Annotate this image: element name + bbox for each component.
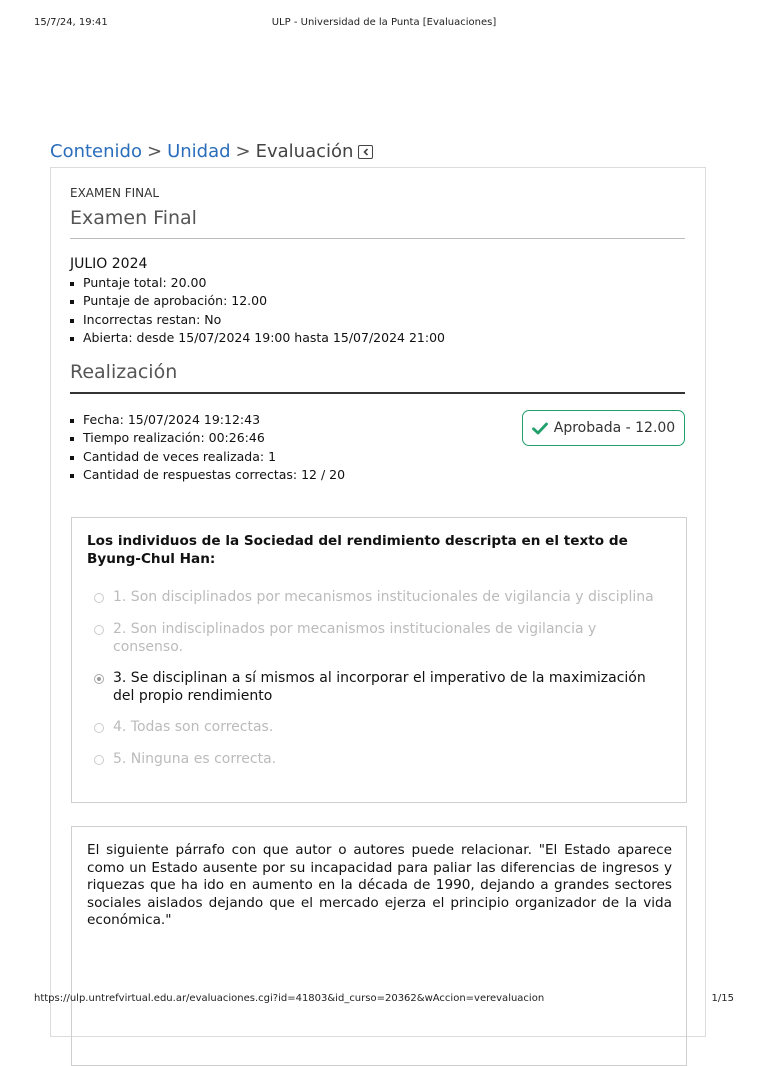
list-item — [70, 429, 345, 447]
list-item — [70, 274, 445, 292]
info-value: 20.00 — [170, 275, 207, 290]
list-item — [70, 448, 345, 466]
breadcrumb-separator: > — [146, 141, 163, 162]
exam-kicker: EXAMEN FINAL — [70, 186, 160, 200]
radio-button[interactable] — [94, 755, 104, 765]
list-item — [70, 311, 445, 329]
breadcrumb-contenido-link[interactable]: Contenido — [50, 141, 142, 162]
answer-option[interactable] — [94, 589, 664, 607]
breadcrumb-unidad-link[interactable]: Unidad — [167, 141, 231, 162]
status-label: Aprobada - 12.00 — [553, 420, 676, 436]
info-label: Puntaje total: — [83, 275, 167, 290]
print-header — [0, 17, 768, 31]
stat-value: 15/07/2024 19:12:43 — [127, 412, 261, 427]
stat-label: Cantidad de respuestas correctas: — [83, 466, 298, 482]
info-value: No — [204, 311, 222, 327]
breadcrumb-separator: > — [235, 141, 251, 162]
realizacion-stats-list — [70, 411, 345, 484]
info-value: 12.00 — [231, 293, 268, 309]
divider — [70, 238, 685, 239]
breadcrumb-current: Evaluación — [255, 141, 354, 162]
breadcrumb — [50, 141, 373, 162]
answer-option[interactable] — [94, 719, 664, 737]
check-icon — [532, 422, 548, 435]
stat-value: 00:26:46 — [208, 430, 265, 446]
print-footer — [0, 993, 768, 1007]
option-label: 2. Son indisciplinados por mecanismos institucionales de vigilancia y consenso. — [113, 621, 597, 655]
exam-title: Examen Final — [70, 207, 197, 229]
answer-option[interactable] — [94, 751, 664, 769]
divider — [70, 392, 685, 394]
back-arrow-icon[interactable] — [358, 145, 373, 159]
option-label: 3. Se disciplinan a sí mismos al incorporar el imperativo de la maximización del propio rendimiento — [113, 670, 646, 704]
answer-option-selected[interactable] — [94, 670, 664, 705]
exam-period: JULIO 2024 — [70, 256, 148, 272]
exam-info-list — [70, 274, 445, 347]
info-label: Abierta: — [83, 329, 133, 345]
option-label: 4. Todas son correctas. — [113, 719, 274, 735]
option-label: 1. Son disciplinados por mecanismos institucionales de vigilancia y disciplina — [113, 589, 654, 605]
list-item — [70, 292, 445, 310]
stat-value: 12 / 20 — [301, 466, 346, 482]
info-value: desde 15/07/2024 19:00 hasta 15/07/2024 21:00 — [136, 329, 445, 345]
evaluation-panel — [50, 167, 706, 1037]
question-card — [71, 517, 687, 803]
radio-button[interactable] — [94, 674, 104, 684]
question-card — [71, 826, 687, 1066]
question-text: Los individuos de la Sociedad del rendimiento descripta en el texto de Byung-Chul Han: — [87, 533, 628, 567]
list-item — [70, 329, 445, 347]
stat-label: Fecha: — [83, 412, 124, 427]
print-datetime: 15/7/24, 19:41 — [34, 17, 108, 28]
print-title: ULP - Universidad de la Punta [Evaluaciones] — [271, 17, 497, 28]
info-label: Puntaje de aprobación: — [83, 293, 228, 309]
question-text: El siguiente párrafo con que autor o autores puede relacionar. "El Estado aparece como un Estado ausente por su incapacidad para paliar las diferencias de ingresos y riquezas que ha ido en aumento en la década de 1990, dejando a grandes sectores sociales aislados dejando que el mercado ejerza el principio organizador de la vida económica." — [87, 842, 672, 928]
stat-value: 1 — [268, 448, 277, 464]
answer-option[interactable] — [94, 621, 664, 656]
list-item — [70, 411, 345, 429]
realizacion-title: Realización — [70, 361, 178, 383]
option-label: 5. Ninguna es correcta. — [113, 751, 277, 767]
info-label: Incorrectas restan: — [83, 311, 201, 327]
radio-button[interactable] — [94, 625, 104, 635]
radio-button[interactable] — [94, 723, 104, 733]
stat-label: Cantidad de veces realizada: — [83, 448, 265, 464]
status-badge — [522, 410, 685, 446]
print-url: https://ulp.untrefvirtual.edu.ar/evaluaciones.cgi?id=41803&id_curso=20362&wAccion=verevaluacion — [34, 993, 545, 1004]
print-page-number: 1/15 — [711, 993, 734, 1004]
stat-label: Tiempo realización: — [83, 430, 205, 446]
radio-button[interactable] — [94, 593, 104, 603]
list-item — [70, 466, 345, 484]
